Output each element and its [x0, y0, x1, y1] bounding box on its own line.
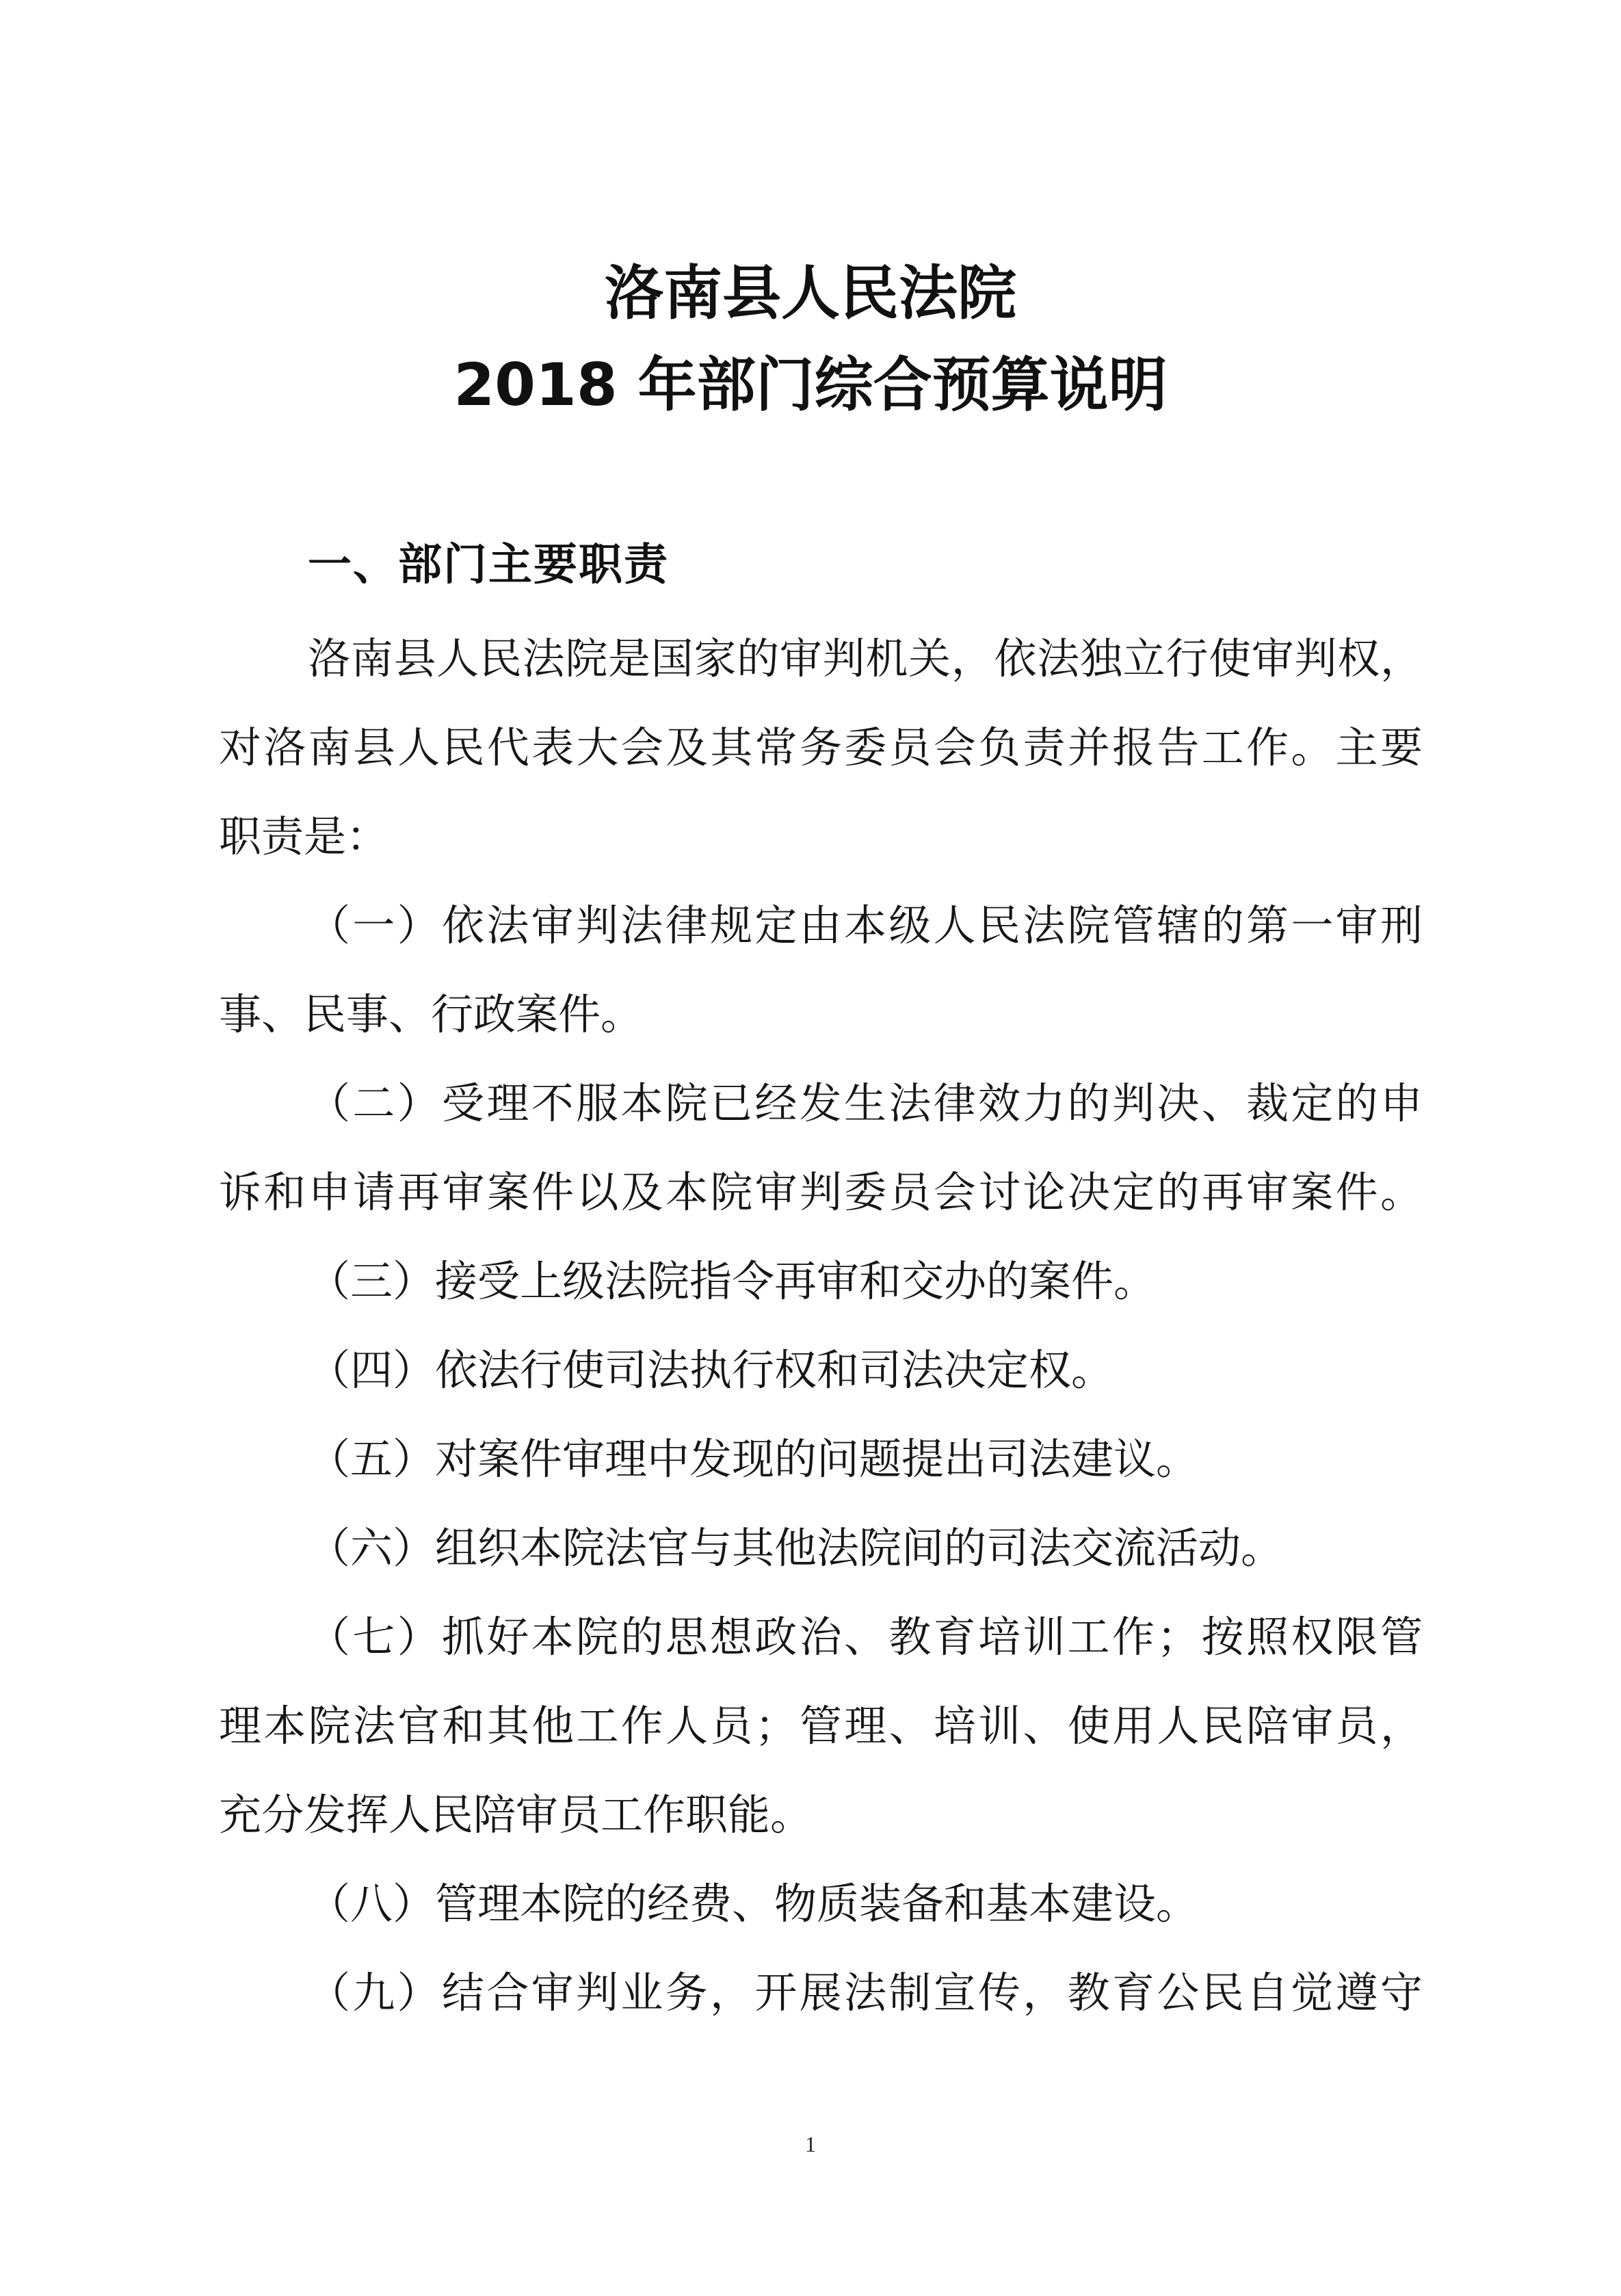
- body-line: 事、民事、行政案件。: [219, 989, 644, 1039]
- body-line: 充分发挥人民陪审员工作职能。: [219, 1790, 813, 1840]
- body-line: （六）组织本院法官与其他法院间的司法交流活动。: [308, 1523, 1284, 1573]
- body-line: 洛南县人民法院是国家的审判机关，依法独立行使审判权，: [308, 634, 1423, 683]
- document-title: 洛南县人民法院: [605, 259, 1016, 328]
- body-line: （三）接受上级法院指令再审和交办的案件。: [308, 1256, 1157, 1306]
- section-heading: 一、部门主要职责: [308, 540, 669, 590]
- page-number: 1: [805, 2132, 816, 2156]
- body-line: （八）管理本院的经费、物质装备和基本建设。: [308, 1879, 1199, 1929]
- body-line: （五）对案件审理中发现的问题提出司法建议。: [308, 1434, 1199, 1484]
- body-line: （一）依法审判法律规定由本级人民法院管辖的第一审刑: [308, 900, 1423, 950]
- body-line: （七）抓好本院的思想政治、教育培训工作；按照权限管: [308, 1612, 1423, 1662]
- body-line: 理本院法官和其他工作人员；管理、培训、使用人民陪审员，: [219, 1701, 1423, 1751]
- body-line: 职责是：: [219, 811, 389, 861]
- body-line: （四）依法行使司法执行权和司法决定权。: [308, 1345, 1114, 1395]
- document-subtitle: 2018 年部门综合预算说明: [453, 351, 1168, 419]
- body-line: （二）受理不服本院已经发生法律效力的判决、裁定的申: [308, 1078, 1423, 1128]
- body-line: 对洛南县人民代表大会及其常务委员会负责并报告工作。主要: [219, 722, 1423, 772]
- body-line: 诉和申请再审案件以及本院审判委员会讨论决定的再审案件。: [219, 1167, 1423, 1217]
- body-line: （九）结合审判业务，开展法制宣传，教育公民自觉遵守: [308, 1968, 1423, 2018]
